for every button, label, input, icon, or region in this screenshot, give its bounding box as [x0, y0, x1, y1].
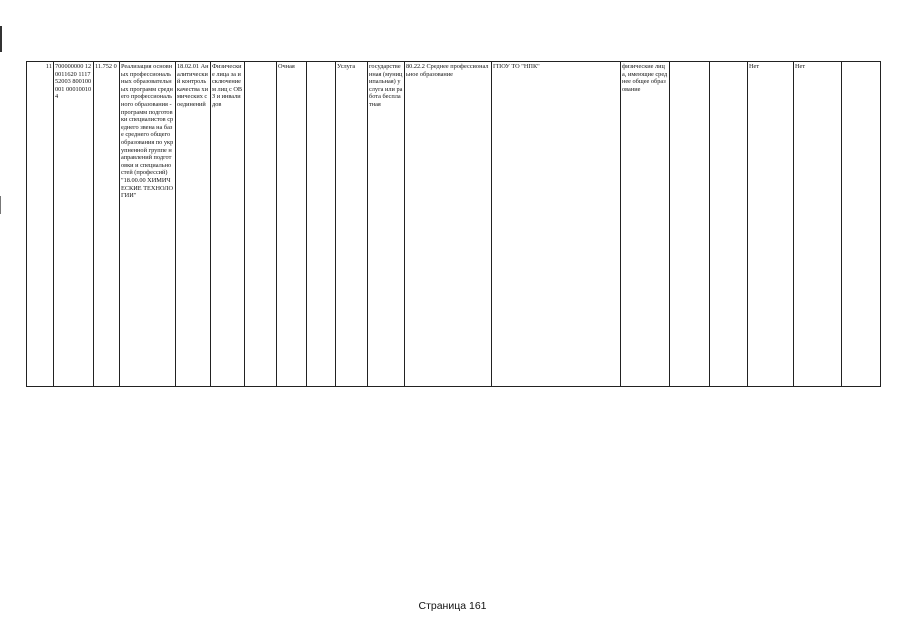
consumer-category-cell: физические лица, имеющие среднее общее образование [621, 62, 670, 387]
row-number-cell: 11 [27, 62, 54, 387]
empty-cell [710, 62, 748, 387]
code-2-cell: 11.752 0 [94, 62, 120, 387]
scan-edge-mark [0, 26, 2, 52]
type-cell: Услуга [336, 62, 368, 387]
flag-1-cell: Нет [748, 62, 794, 387]
organization-cell: ГПОУ ТО "НПК" [492, 62, 621, 387]
table-row [27, 62, 881, 387]
flag-2-cell: Нет [794, 62, 842, 387]
form-cell: Очная [277, 62, 307, 387]
okved-cell: 80.22.2 Среднее профессиональное образование [405, 62, 492, 387]
page-number: Страница 161 [418, 600, 487, 612]
consumers-cell: Физические лица за исключением лиц с ОВЗ и инвалидов [211, 62, 245, 387]
empty-cell [670, 62, 710, 387]
empty-cell [842, 62, 881, 387]
free-note-cell: государственная (муниципальная) услуга или работа бесплатная [368, 62, 405, 387]
registry-table [26, 61, 881, 387]
scan-edge-mark [0, 196, 1, 214]
empty-cell [245, 62, 277, 387]
empty-cell [307, 62, 336, 387]
specialty-cell: 18.02.01 Аналитический контроль качества химических соединений [176, 62, 211, 387]
service-name-cell: Реализация основных профессиональных образовательных программ среднего профессионального образования - программ подготовки специалистов среднего звена на базе среднего общего образования по укрупненной группе направлений подготовки и специальностей (профессий) "18.00.00 ХИМИЧЕСКИЕ ТЕХНОЛОГИИ" [120, 62, 176, 387]
registry-code-cell: 700000000 120011620 111752003 800100001 000100104 [54, 62, 94, 387]
